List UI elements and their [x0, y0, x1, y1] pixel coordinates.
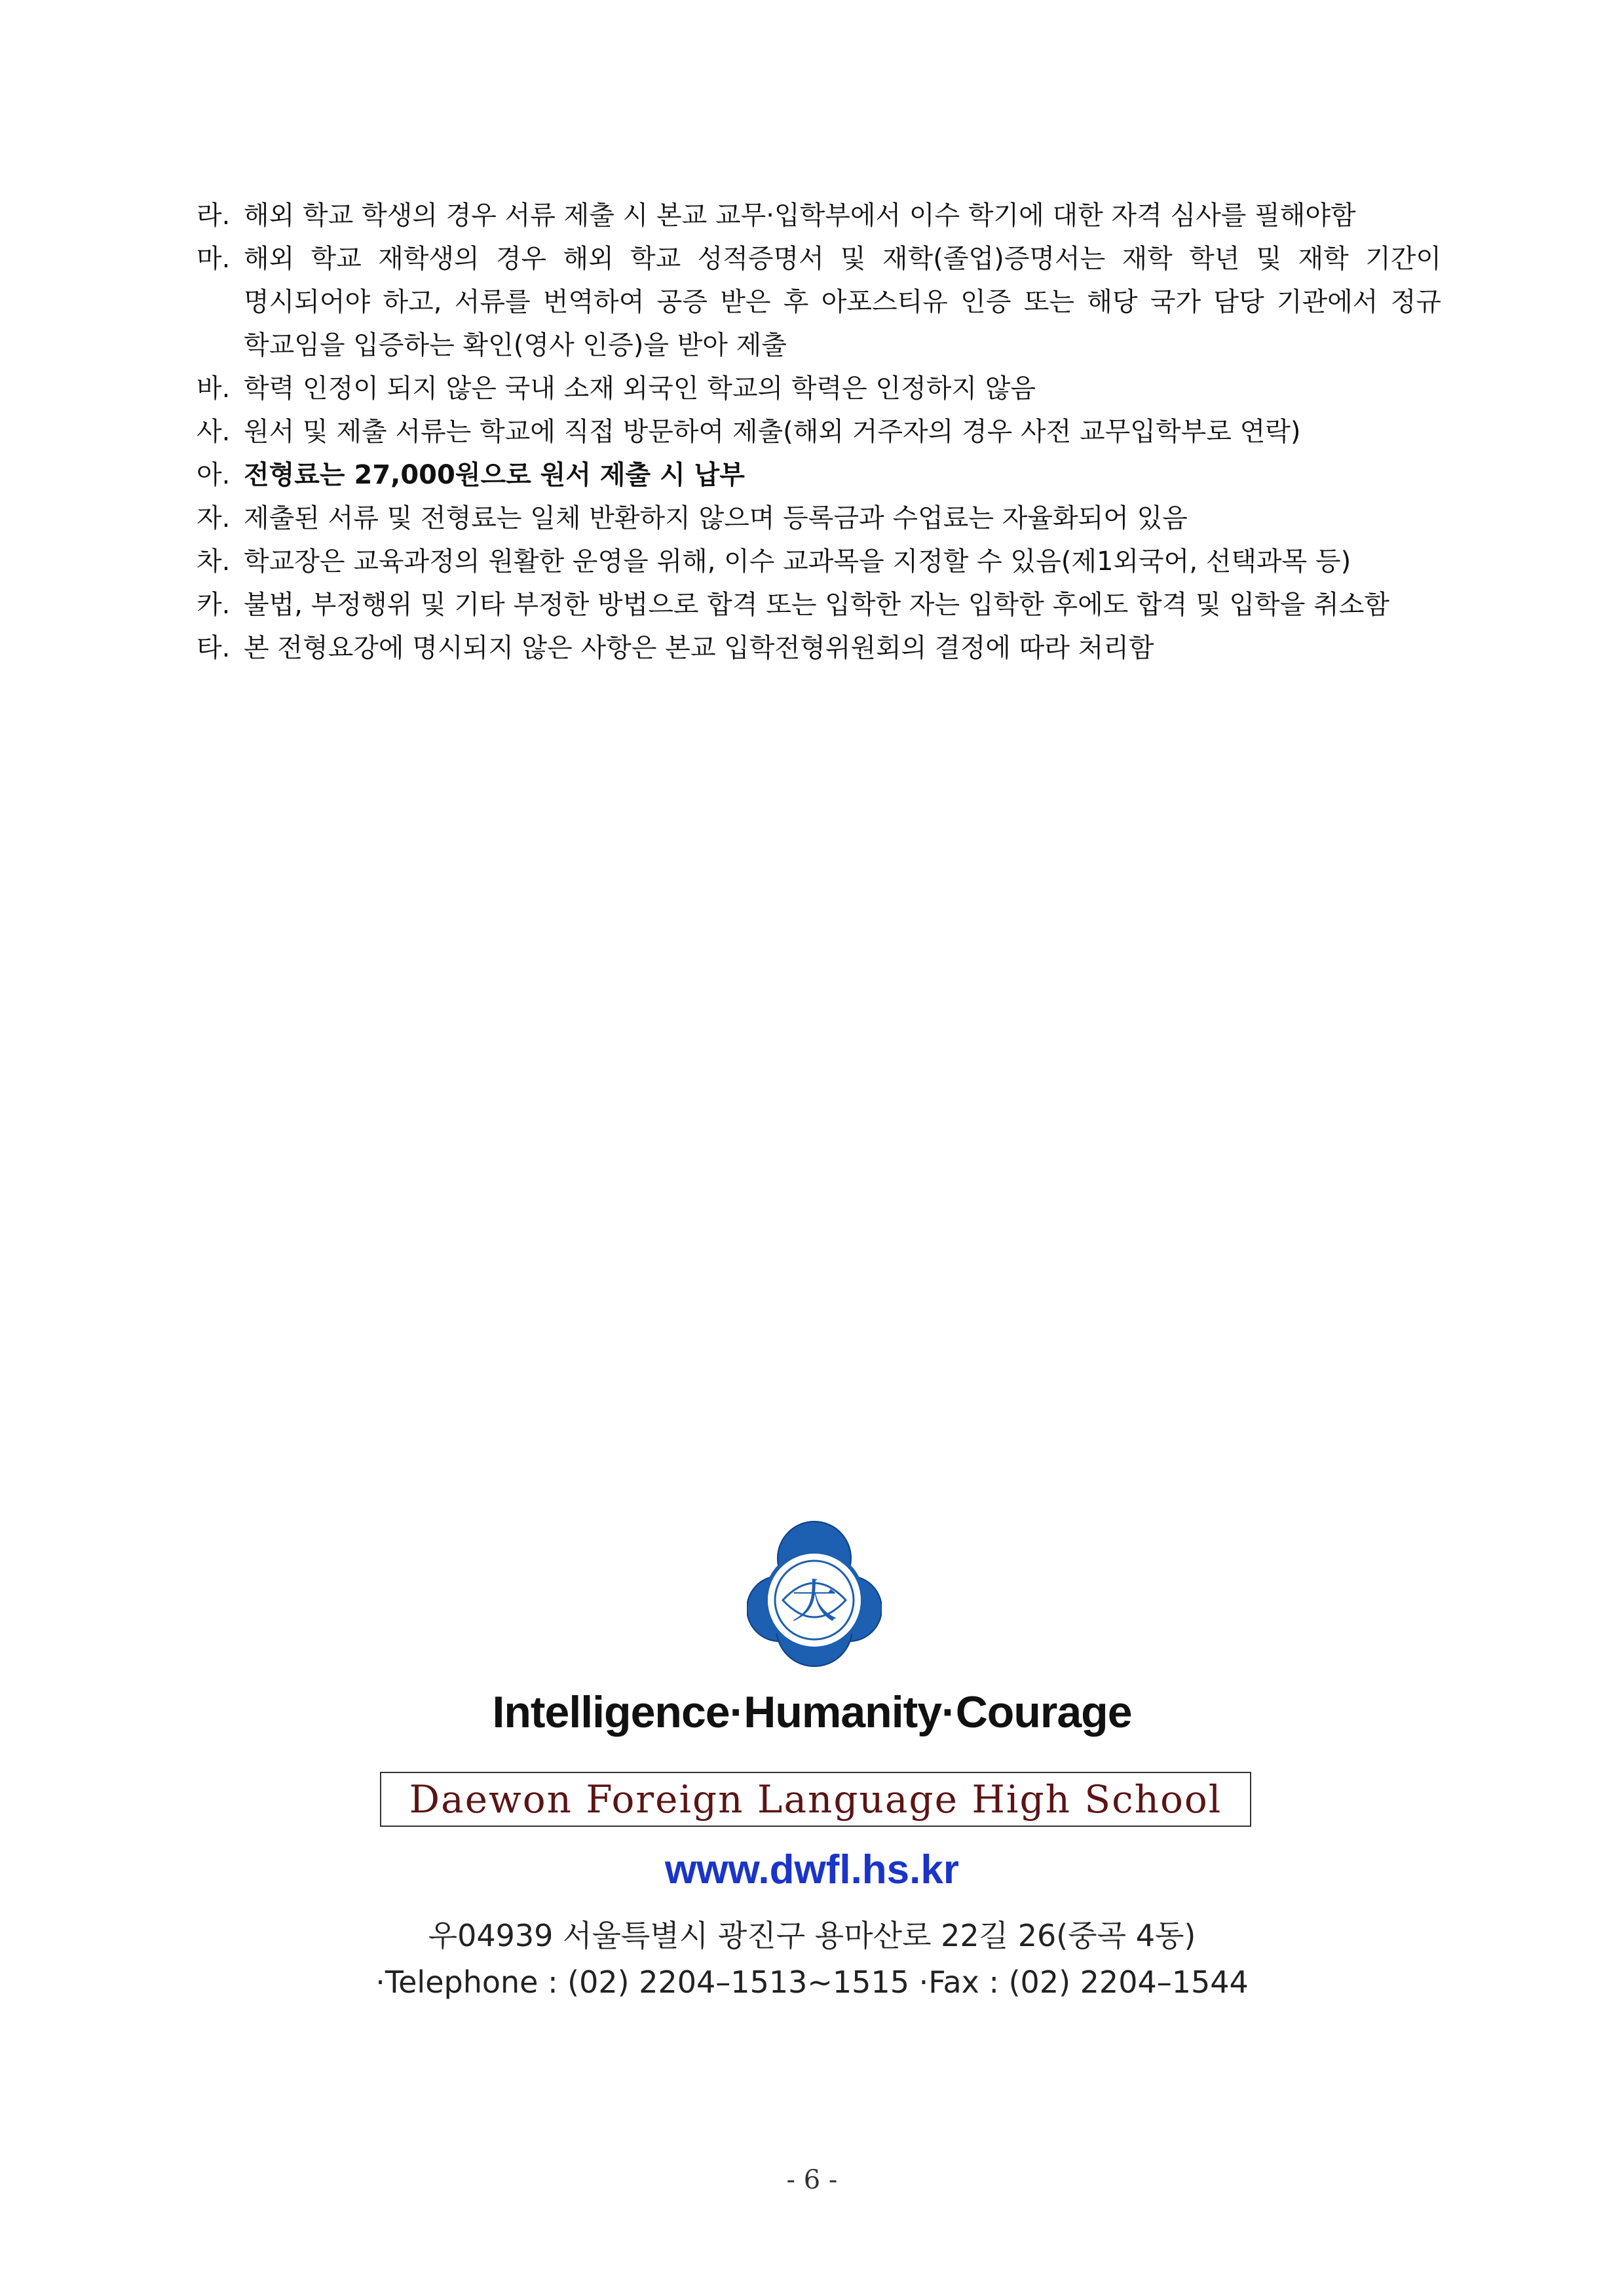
- item-text: 학교장은 교육과정의 원활한 운영을 위해, 이수 교과목을 지정할 수 있음(제1외국어, 선택과목 등): [244, 546, 1351, 577]
- item-text: 불법, 부정행위 및 기타 부정한 방법으로 합격 또는 입학한 자는 입학한 후에도 합격 및 입학을 취소함: [244, 590, 1390, 620]
- notice-list: [197, 194, 1441, 670]
- item-marker: 카.: [197, 590, 231, 620]
- item-marker: 자.: [197, 503, 231, 533]
- item-text: 해외 학교 학생의 경우 서류 제출 시 본교 교무·입학부에서 이수 학기에 대한 자격 심사를 필해야함: [244, 201, 1356, 231]
- school-name-box: [380, 1772, 1251, 1827]
- school-slogan: Intelligence·Humanity·Courage: [492, 1687, 1132, 1737]
- school-address: 우04939 서울특별시 광진구 용마산로 22길 26(중곡 4동): [428, 1918, 1196, 1953]
- item-text: 본 전형요강에 명시되지 않은 사항은 본교 입학전형위원회의 결정에 따라 처리함: [244, 633, 1154, 663]
- item-text: 원서 및 제출 서류는 학교에 직접 방문하여 제출(해외 거주자의 경우 사전 교무입학부로 연락): [244, 417, 1301, 447]
- list-item: [197, 626, 1441, 670]
- item-text: 학력 인정이 되지 않은 국내 소재 외국인 학교의 학력은 인정하지 않음: [244, 373, 1036, 404]
- list-item: [197, 410, 1441, 453]
- list-item: [197, 367, 1441, 410]
- item-marker: 타.: [197, 633, 231, 663]
- emblem-glyph: 大: [791, 1575, 837, 1628]
- list-item-fee: [197, 453, 1441, 497]
- item-marker: 라.: [197, 201, 231, 231]
- school-website-link[interactable]: www.dwfl.hs.kr: [665, 1847, 959, 1892]
- item-marker: 사.: [197, 417, 231, 447]
- list-item: [197, 540, 1441, 583]
- item-text: 전형료는 27,000원으로 원서 제출 시 납부: [244, 460, 745, 490]
- page-number: - 6 -: [786, 2165, 838, 2195]
- item-marker: 마.: [197, 244, 231, 274]
- school-name: Daewon Foreign Language High School: [409, 1777, 1222, 1822]
- list-item: [197, 237, 1441, 367]
- list-item: [197, 583, 1441, 626]
- item-text: 제출된 서류 및 전형료는 일체 반환하지 않으며 등록금과 수업료는 자율화되어 있음: [244, 503, 1188, 533]
- item-marker: 바.: [197, 373, 231, 404]
- school-emblem-icon: [747, 1520, 882, 1668]
- item-marker: 아.: [197, 460, 231, 490]
- item-marker: 차.: [197, 546, 231, 577]
- list-item: [197, 497, 1441, 540]
- list-item: [197, 194, 1441, 237]
- school-contact: ·Telephone : (02) 2204–1513~1515 ·Fax : (02) 2204–1544: [375, 1964, 1249, 2000]
- item-text: 해외 학교 재학생의 경우 해외 학교 성적증명서 및 재학(졸업)증명서는 재학 학년 및 재학 기간이 명시되어야 하고, 서류를 번역하여 공증 받은 후 아포스티유 인증 또는 해당 국가 담당 기관에서 정규 학교임을 입증하는 확인(영사 인증)을 받아 제출: [244, 244, 1441, 360]
